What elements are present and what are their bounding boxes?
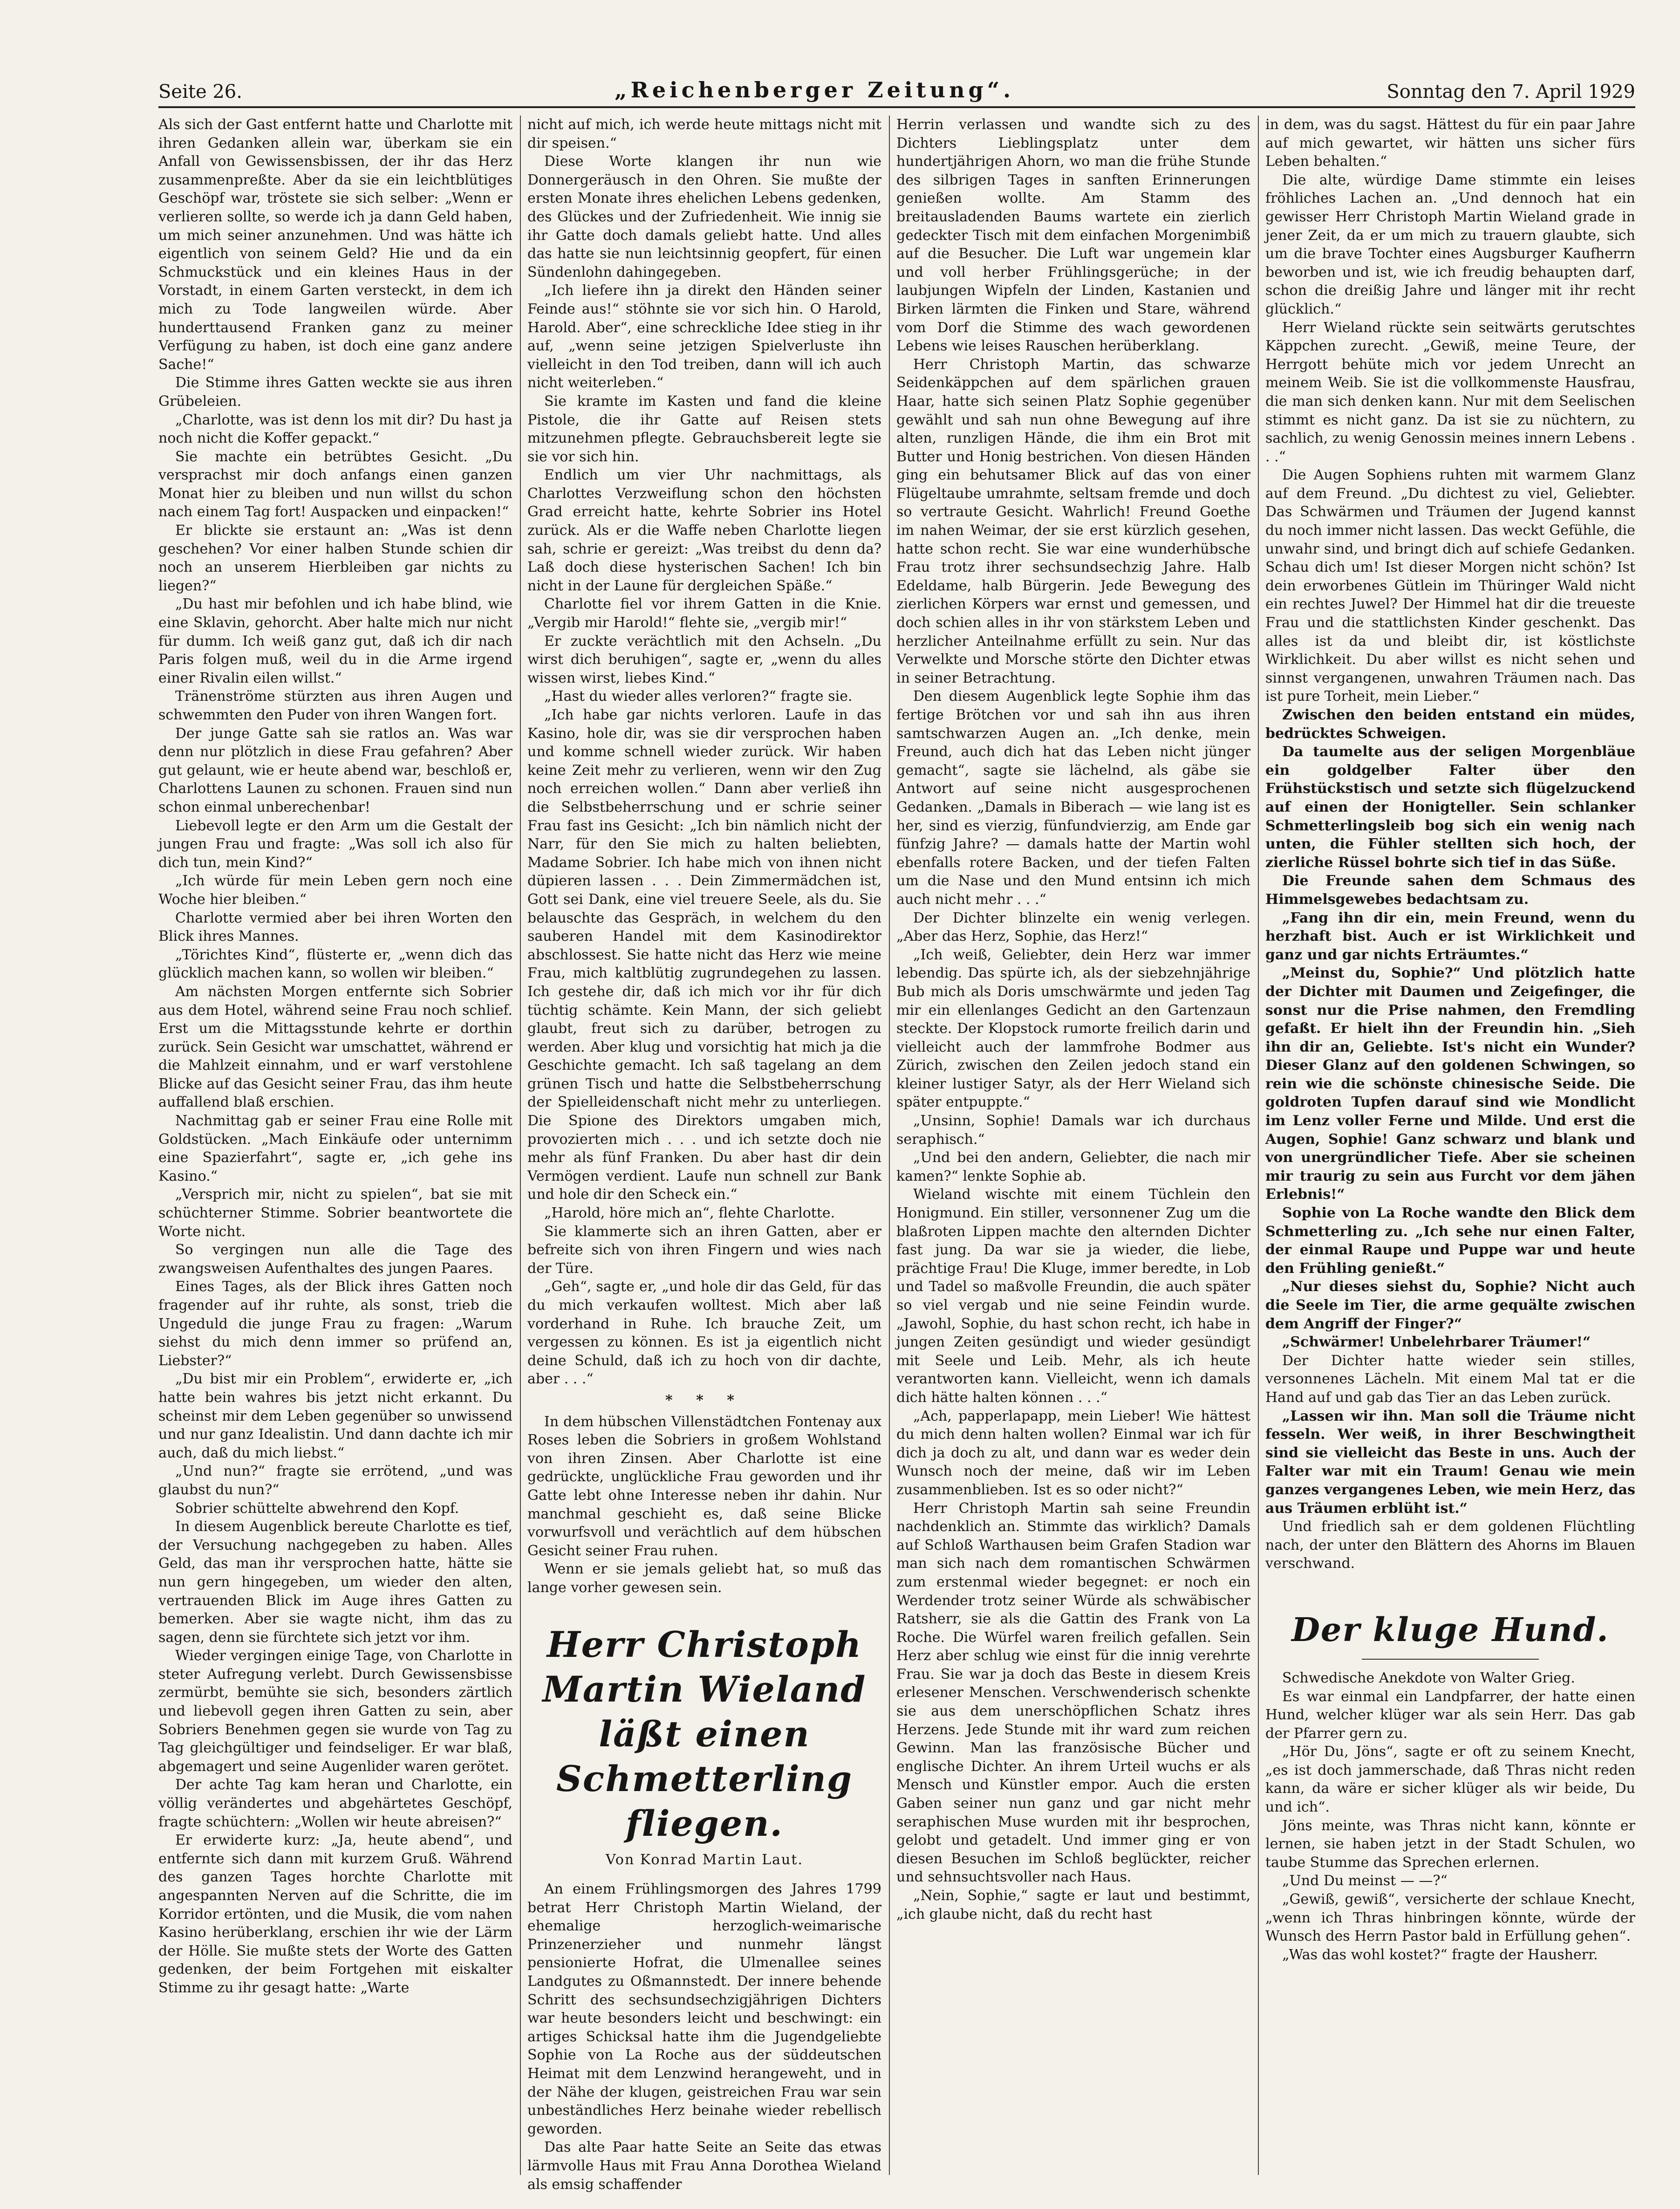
paragraph: Als sich der Gast entfernt hatte und Charlotte mit ihren Gedanken allein war, überkam sie ein Anfall von Gewissensbissen, der ihr das Herz zusammenpreßte. Aber da sie ein leichtblütiges Geschöpf war, tröstete sie sich selber: „Wenn er verlieren sollte, so werde ich ja dann Geld haben, um mich seiner anzunehmen. Und was hätte ich eigentlich von seinem Geld? Hie und da ein Schmuckstück und ein kleines Haus in der Vorstadt, in einem Garten versteckt, in dem ich mich zu Tode langweilen würde. Aber hunderttausend Franken ganz zu meiner Verfügung zu haben, ist doch eine ganz andere Sache!“ (158, 116, 512, 373)
title-rule (1362, 1659, 1539, 1660)
paragraph: Der junge Gatte sah sie ratlos an. Was war denn nur plötzlich in diese Frau gefahren? Aber gut gelaunt, wie er heute abend war, beschloß er, Charlottens Launen zu schonen. Frauen sind nun schon einmal unberechenbar! (158, 725, 512, 815)
paragraph: „Ich weiß, Geliebter, dein Herz war immer lebendig. Das spürte ich, als der siebzehnjährige Bub mich als Doris umschwärmte und jeden Tag mir ein ellenlanges Gedicht an den Gartenzaun steckte. Der Klopstock rumorte freilich darin und vielleicht auch der lammfrohe Bodmer aus Zürich, zwischen den Zeilen jedoch stand ein kleiner lustiger Satyr, als der Herr Wieland sich später entpuppte.“ (896, 946, 1250, 1111)
paragraph: „Ich habe gar nichts verloren. Laufe in das Kasino, hole dir, was sie dir versprochen haben und komme schnell wieder zurück. Wir haben keine Zeit mehr zu verlieren, wenn wir den Zug noch erreichen wollen.“ Dann aber verließ ihn die Selbstbeherrschung und er schrie seiner Frau fast ins Gesicht: „Ich bin nämlich nicht der Narr, für den Sie mich zu halten beliebten, Madame Sobrier. Ich habe mich von ihnen nicht düpieren lassen . . . Dein Zimmermädchen ist, Gott sei Dank, eine viel treuere Seele, als du. Sie belauschte das Gespräch, in welchem du den sauberen Handel mit dem Kasinodirektor abschlossest. Sie hatte nicht das Herz wie meine Frau, mich kaltblütig zugrundegehen zu lassen. Ich gestehe dir, daß ich mich vor ihr für dich tüchtig schämte. Kein Mann, der sich geliebt glaubt, freut sich zu darüber, betrogen zu werden. Aber klug und vorsichtig hat mich ja die Geschichte gemacht. Ich saß tagelang an dem grünen Tisch und hatte die Selbstbeherrschung der Spielleidenschaft nicht mehr zu unterliegen. Die Spione des Direktors umgaben mich, provozierten mich . . . und ich setzte doch nie mehr als fünf Franken. Du aber hast dir dein Vermögen verdient. Laufe nun schnell zur Bank und hole dir den Scheck ein.“ (527, 707, 881, 1203)
paragraph: Am nächsten Morgen entfernte sich Sobrier aus dem Hotel, während seine Frau noch schlief. Erst um die Mittagsstunde kehrte er dorthin zurück. Sein Gesicht war umschattet, während er die Mahlzeit einnahm, und er warf verstohlene Blicke auf das Gesicht seiner Frau, das ihm heute auffallend blaß erschien. (158, 983, 512, 1111)
paragraph: „Schwärmer! Unbelehrbarer Träumer!“ (1282, 1334, 1591, 1351)
column-3 (896, 116, 1250, 2184)
paragraph: „Hör Du, Jöns“, sagte er oft zu seinem Knecht, „es ist doch jammerschade, daß Thras nicht reden kann, da wäre er sicher klüger als wir beide, Du und ich“. (1265, 1744, 1635, 1816)
paragraph: Er blickte sie erstaunt an: „Was ist denn geschehen? Vor einer halben Stunde schien dir noch an unserem Hierbleiben gar nichts zu liegen?“ (158, 522, 512, 594)
paragraph: Sie machte ein betrübtes Gesicht. „Du versprachst mir doch anfangs einen ganzen Monat hier zu bleiben und nun willst du schon nach einem Tag fort! Auspacken und einpacken!“ (158, 448, 512, 520)
paragraph: „Hast du wieder alles verloren?“ fragte sie. (544, 688, 853, 705)
paragraph: Da taumelte aus der seligen Morgenbläue ein goldgelber Falter über den Frühstückstisch und setzte sich flügelzuckend auf einen der Honigteller. Sein schlanker Schmetterlingsleib bog sich ein wenig nach unten, die Fühler stellten sich hoch, der zierliche Rüssel bohrte sich tief in das Süße. (1265, 744, 1635, 871)
paragraph: Herr Christoph Martin, das schwarze Seidenkäppchen auf dem spärlichen grauen Haar, hatte sich seinen Platz Sophie gegenüber gewählt und sah nun ohne Bewegung auf ihre alten, runzligen Hände, die ihm ein Brot mit Butter und Honig bestrichen. Von diesen Händen ging ein behutsamer Blick auf das von einer Flügeltaube umrahmte, seltsam fremde und doch so vertraute Gesicht. Wahrlich! Freund Goethe im nahen Weimar, der sie erst kürzlich gesehen, hatte schon recht. Sie war eine wunderhübsche Frau trotz ihrer sechsundsechzig Jahre. Halb Edeldame, halb Bürgerin. Jede Bewegung des zierlichen Körpers war ernst und gemessen, und doch schien alles in ihr von stärkstem Leben und herzlicher Anteilnahme erfüllt zu sein. Nur das Verwelkte und Morsche störte den Dichter etwas in seiner Betrachtung. (896, 356, 1250, 686)
paragraph: Charlotte fiel vor ihrem Gatten in die Knie. „Vergib mir Harold!“ flehte sie, „vergib mir!“ (527, 596, 881, 631)
paragraph: Herr Wieland rückte sein seitwärts gerutschtes Käppchen zurecht. „Gewiß, meine Teure, der Herrgott behüte mich vor jedem Unrecht an meinem Weib. Sie ist die vollkommenste Hausfrau, die man sich denken kann. Nur mit dem Seelischen stimmt es nicht ganz. Da ist sie zu nüchtern, zu sachlich, zu wenig Genossin meines innern Lebens . . .“ (1265, 319, 1635, 465)
header-rule (158, 106, 1635, 108)
paragraph: Wieland wischte mit einem Tüchlein den Honigmund. Ein stiller, versonnener Zug um die blaßroten Lippen machte den alternden Dichter fast jung. Da war sie ja wieder, die liebe, prächtige Frau! Die Kluge, immer beredte, in Lob und Tadel so maßvolle Freundin, die auch später so viel vergab und nie seine Feindin wurde. „Jawohl, Sophie, du hast schon recht, ich habe in jungen Zeiten gesündigt und wieder gesündigt mit Seele und Leib. Mehr, als ich heute verantworten kann. Vielleicht, wenn ich damals dich hätte halten können . . .“ (896, 1186, 1250, 1406)
paragraph: „Nur dieses siehst du, Sophie? Nicht auch die Seele im Tier, die arme gequälte zwischen dem Angriff der Finger?“ (1265, 1279, 1635, 1332)
newspaper-name: „Reichenberger Zeitung“. (615, 77, 1015, 103)
article-title: Herr Christoph Martin Wieland läßt einen Schmetterling fliegen. (542, 1623, 867, 1844)
paragraph: Endlich um vier Uhr nachmittags, als Charlottes Verzweiflung schon den höchsten Grad erreicht hatte, kehrte Sobrier ins Hotel zurück. Als er die Waffe neben Charlotte liegen sah, schrie er gereizt: „Was treibst du denn da? Laß doch diese hysterischen Sachen! Ich bin nicht in der Laune für dergleichen Späße.“ (527, 467, 881, 594)
article-subtitle: Schwedische Anekdote von Walter Grieg. (1282, 1669, 1575, 1686)
paragraph: „Versprich mir, nicht zu spielen“, bat sie mit schüchterner Stimme. Sobrier beantwortete die Worte nicht. (158, 1186, 512, 1240)
paragraph: Die Augen Sophiens ruhten mit warmem Glanz auf dem Freund. „Du dichtest zu viel, Geliebter. Das Schwärmen und Träumen der Jugend kannst du noch immer nicht lassen. Das weckt Gefühle, die unwahr sind, und bringt dich auf schiefe Gedanken. Schau dich um! Ist dieser Morgen nicht schön? Ist dein erworbenes Gütlein im Thüringer Wald nicht ein rechtes Juwel? Der Himmel hat dir die treueste Frau und die stattlichsten Kinder geschenkt. Das alles ist da und bleibt dir, ist köstlichste Wirklichkeit. Du aber willst es nicht sehen und sinnst vergangenen, unwahren Träumen nach. Das ist pure Torheit, mein Lieber.“ (1265, 467, 1635, 705)
paragraph: „Nein, Sophie,“ sagte er laut und bestimmt, „ich glaube nicht, daß du recht hast (896, 1888, 1250, 1922)
column-divider (889, 116, 890, 2175)
article-title: Der kluge Hund. (1291, 1610, 1609, 1649)
page-header (158, 70, 1635, 103)
paragraph: „Ich würde für mein Leben gern noch eine Woche hier bleiben.“ (158, 873, 512, 908)
paragraph: Den diesem Augenblick legte Sophie ihm das fertige Brötchen vor und sah ihn aus ihren samtschwarzen Augen an. „Ich denke, mein Freund, auch dich hat das Leben nicht jünger gemacht“, sagte sie lächelnd, als gäbe sie Antwort auf seine nicht ausgesprochenen Gedanken. „Damals in Biberach — wie lang ist es her, sind es vierzig, fünfundvierzig, am Ende gar fünfzig Jahre? — damals hatte der Martin wohl ebenfalls rotere Backen, und der tiefen Falten um die Nase und den Mund entsinn ich mich auch nicht mehr . . .“ (896, 688, 1250, 908)
paragraph: Diese Worte klangen ihr nun wie Donnergeräusch in den Ohren. Sie mußte der ersten Monate ihres ehelichen Lebens gedenken, des Glückes und der Zufriedenheit. Wie innig sie ihr Gatte doch damals geliebt hatte. Und alles das hatte sie nun leichtsinnig geopfert, für einen Sündenlohn dahingegeben. (527, 153, 881, 280)
column-divider (520, 116, 521, 2175)
paragraph: Sobrier schüttelte abwehrend den Kopf. (175, 1500, 459, 1517)
paragraph: Zwischen den beiden entstand ein müdes, bedrücktes Schweigen. (1265, 707, 1635, 742)
paragraph: „Und Du meinst — —?“ (1282, 1873, 1448, 1889)
paragraph: „Gewiß, gewiß“, versicherte der schlaue Knecht, „wenn ich Thras hinbringen könnte, würde der Wunsch des Herrn Pastor bald in Erfüllung gehen“. (1265, 1891, 1635, 1945)
paragraph: Jöns meinte, was Thras nicht kann, könnte er lernen, sie haben jetzt in der Stadt Schulen, wo taube Stumme das Sprechen erlernen. (1265, 1817, 1635, 1871)
paragraph: Tränenströme stürzten aus ihren Augen und schwemmten den Puder von ihren Wangen fort. (158, 688, 512, 723)
paragraph: „Fang ihn dir ein, mein Freund, wenn du herzhaft bist. Auch er ist Wirklichkeit und ganz und gar nichts Erträumtes.“ (1265, 910, 1635, 963)
paragraph: Er erwiderte kurz: „Ja, heute abend“, und entfernte sich dann mit kurzem Gruß. Während des ganzen Tages horchte Charlotte mit angespannten Nerven auf die Schritte, die im Korridor ertönten, und die Musik, die vom nahen Kasino herüberklang, erschien ihr wie der Lärm der Hölle. Sie mußte stets der Worte des Gatten gedenken, der beim Fortgehen mit eiskalter Stimme zu ihr gesagt hatte: „Warte (158, 1832, 512, 1996)
paragraph: „Und bei den andern, Geliebter, die nach mir kamen?“ lenkte Sophie ab. (896, 1149, 1250, 1184)
column-1 (158, 116, 512, 2184)
paragraph: „Meinst du, Sophie?“ Und plötzlich hatte der Dichter mit Daumen und Zeigefinger, die sonst nur die Prise nahmen, den Fremdling gefaßt. Er hielt ihn der Freundin hin. „Sieh ihn dir an, Geliebte. Ist's nicht ein Wunder? Dieser Glanz auf den goldenen Schwingen, so rein wie die schönste chinesische Seide. Die goldroten Tupfen darauf sind wie Mondlicht im Lenz voller Ferne und Milde. Und erst die Augen, Sophie! Ganz schwarz und blank und von unergründlicher Tiefe. Aber sie scheinen mir traurig zu sein aus Furcht vor dem jähen Erlebnis!“ (1265, 965, 1635, 1203)
paragraph: in dem, was du sagst. Hättest du für ein paar Jahre auf mich gewartet, wir hätten uns sicher fürs Leben behalten.“ (1265, 116, 1635, 170)
paragraph: An einem Frühlingsmorgen des Jahres 1799 betrat Herr Christoph Martin Wieland, der ehemalige herzoglich-weimarische Prinzenerzieher und nunmehr längst pensionierte Hofrat, die Ulmenallee seines Landgutes zu Oßmannstedt. Der innere behende Schritt des sechsundsechzigjährigen Dichters war heute besonders leicht und beschwingt: ein artiges Schicksal hatte ihm die Jugendgeliebte Sophie von La Roche aus der süddeutschen Heimat mit dem Lenzwind herangeweht, und in der Nähe der klugen, geistreichen Frau war sein unbeständliches Herz beinahe wieder rebellisch geworden. (527, 1881, 881, 2137)
paragraph: Und friedlich sah er dem goldenen Flüchtling nach, der unter den Blättern des Ahorns im Blauen verschwand. (1265, 1518, 1635, 1572)
paragraph: Die alte, würdige Dame stimmte ein leises fröhliches Lachen an. „Und dennoch hat ein gewisser Herr Christoph Martin Wieland grade in jener Zeit, da er um mich zu trauern glaubte, sich um die brave Tochter eines Augsburger Kaufherrn beworben und ist, wie ich freudig behaupten darf, schon die dreißig Jahre und länger mit ihr recht glücklich.“ (1265, 171, 1635, 317)
paragraph: Der Dichter hatte wieder sein stilles, versonnenes Lächeln. Mit einem Mal tat er die Hand auf und gab das Tier an das Leben zurück. (1265, 1352, 1635, 1406)
paragraph: Liebevoll legte er den Arm um die Gestalt der jungen Frau und fragte: „Was soll ich also für dich tun, mein Kind?“ (158, 817, 512, 871)
paragraph: Sophie von La Roche wandte den Blick dem Schmetterling zu. „Ich sehe nur einen Falter, der einmal Raupe und Puppe war und heute den Frühling genießt.“ (1265, 1205, 1635, 1277)
paragraph: Das alte Paar hatte Seite an Seite das etwas lärmvolle Haus mit Frau Anna Dorothea Wieland als emsig schaffender (527, 2139, 881, 2193)
paragraph: Sie kramte im Kasten und fand die kleine Pistole, die ihr Gatte auf Reisen stets mitzunehmen pflegte. Gebrauchsbereit legte sie sie vor sich hin. (527, 393, 881, 465)
paragraph: In dem hübschen Villenstädtchen Fontenay aux Roses leben die Sobriers in großem Wohlstand von ihren Zinsen. Aber Charlotte ist eine gedrückte, unglückliche Frau geworden und ihr Gatte lebt ohne Interesse neben ihr dahin. Nur manchmal geschieht es, daß seine Blicke vorwurfsvoll und verächtlich auf dem hübschen Gesicht seiner Frau ruhen. (527, 1413, 881, 1559)
paragraph: „Was das wohl kostet?“ fragte der Hausherr. (1282, 1946, 1598, 1963)
paragraph: Nachmittag gab er seiner Frau eine Rolle mit Goldstücken. „Mach Einkäufe oder unternimm eine Spazierfahrt“, sagte er, „ich gehe ins Kasino.“ (158, 1113, 512, 1184)
paragraph: nicht auf mich, ich werde heute mittags nicht mit dir speisen.“ (527, 116, 881, 151)
paragraph: „Charlotte, was ist denn los mit dir? Du hast ja noch nicht die Koffer gepackt.“ (158, 411, 512, 447)
paragraph: Der achte Tag kam heran und Charlotte, ein völlig verändertes und abgehärtetes Geschöpf, fragte schüchtern: „Wollen wir heute abreisen?“ (158, 1777, 512, 1830)
paragraph: Der Dichter blinzelte ein wenig verlegen. „Aber das Herz, Sophie, das Herz!“ (896, 910, 1250, 945)
paragraph: Wenn er sie jemals geliebt hat, so muß das lange vorher gewesen sein. (527, 1561, 881, 1596)
paragraph: „Harold, höre mich an“, flehte Charlotte. (544, 1205, 835, 1222)
paragraph: Die Freunde sahen dem Schmaus des Himmelsgewebes bedachtsam zu. (1265, 873, 1635, 908)
column-2 (527, 116, 881, 2193)
paragraph: „Lassen wir ihn. Man soll die Träume nicht fesseln. Wer weiß, in ihrer Beschwingtheit sind sie vielleicht das Beste in uns. Auch der Falter war mit ein Traum! Genau wie mein ganzes vergangenes Leben, wie mein Herz, das aus Träumen erblüht ist.“ (1265, 1408, 1635, 1517)
column-4 (1265, 116, 1635, 2184)
paragraph: „Ich liefere ihn ja direkt den Händen seiner Feinde aus!“ stöhnte sie vor sich hin. O Harold, Harold. Aber“, eine schreckliche Idee stieg in ihr auf, „wenn seine jetzigen Spielverluste ihn vielleicht in den Tod treiben, dann will ich auch nicht weiterleben.“ (527, 282, 881, 391)
article-byline: Von Konrad Martin Laut. (606, 1851, 803, 1868)
paragraph: Er zuckte verächtlich mit den Achseln. „Du wirst dich beruhigen“, sagte er, „wenn du alles wissen wirst, liebes Kind.“ (527, 633, 881, 686)
paragraph: Herrin verlassen und wandte sich zu des Dichters Lieblingsplatz unter dem hundertjährigen Ahorn, wo man die frühe Stunde des silbrigen Tages in sanften Erinnerungen genießen wollte. Am Stamm des breitausladenden Baums wartete ein zierlich gedeckter Tisch mit dem einfachen Morgenimbiß auf die Besucher. Die Luft war ungemein klar und voll herber Frühlingsgerüche; in der laubjungen Wipfeln der Linden, Kastanien und Birken lärmten die Finken und Stare, während vom Dorf die Stimme des wach gewordenen Lebens wie leises Rauschen herüberklang. (896, 116, 1250, 355)
paragraph: „Du hast mir befohlen und ich habe blind, wie eine Sklavin, gehorcht. Aber halte mich nur nicht für dumm. Ich weiß ganz gut, daß ich dir nach Paris folgen muß, weil du in die Arme irgend einer Rivalin eilen willst.“ (158, 596, 512, 686)
page-number: Seite 26. (158, 81, 242, 103)
paragraph: So vergingen nun alle die Tage des zwangsweisen Aufenthaltes des jungen Paares. (158, 1242, 512, 1277)
paragraph: „Unsinn, Sophie! Damals war ich durchaus seraphisch.“ (896, 1113, 1250, 1148)
paragraph: „Geh“, sagte er, „und hole dir das Geld, für das du mich verkaufen wolltest. Mich aber laß vorderhand in Ruhe. Ich brauche Zeit, um vergessen zu können. Es ist ja eigentlich nicht deine Schuld, daß ich zu hoch von dir dachte, aber . . .“ (527, 1279, 881, 1388)
column-divider (1258, 116, 1259, 2175)
paragraph: „Ach, papperlapapp, mein Lieber! Wie hättest du mich denn halten wollen? Einmal war ich für dich ja doch zu alt, und dann war es weder dein Wunsch noch der meine, daß wir im Leben zusammenblieben. Ist es so oder nicht?“ (896, 1408, 1250, 1498)
paragraph: Es war einmal ein Landpfarrer, der hatte einen Hund, welcher klüger war als sein Herr. Das gab der Pfarrer gern zu. (1265, 1688, 1635, 1742)
paragraph: In diesem Augenblick bereute Charlotte es tief, der Versuchung nachgegeben zu haben. Alles Geld, das man ihr versprochen hatte, hätte sie nun gern hingegeben, um wieder den alten, vertrauenden Blick im Auge ihres Gatten zu bemerken. Aber sie wagte nicht, ihm das zu sagen, denn sie fürchtete sich jetzt vor ihm. (158, 1518, 512, 1646)
section-separator: * * * (665, 1392, 744, 1409)
paragraph: Charlotte vermied aber bei ihren Worten den Blick ihres Mannes. (158, 910, 512, 945)
paragraph: Die Stimme ihres Gatten weckte sie aus ihren Grübeleien. (158, 375, 512, 410)
paragraph: Wieder vergingen einige Tage, von Charlotte in steter Aufregung verlebt. Durch Gewissensbisse zermürbt, bemühte sie sich, besonders zärtlich und liebevoll gegen ihren Gatten zu sein, aber Sobriers Benehmen gegen sie wurde von Tag zu Tag gleichgültiger und feindseliger. Er war blaß, abgemagert und seine Augenlider waren gerötet. (158, 1648, 512, 1775)
paragraph: Herr Christoph Martin sah seine Freundin nachdenklich an. Stimmte das wirklich? Damals auf Schloß Warthausen beim Grafen Stadion war man sich nach dem romantischen Schwärmen zum erstenmal wieder begegnet: er noch ein Werdender trotz seiner Würde als schwäbischer Ratsherr, sie als die Gattin des Frank von La Roche. Die Würfel waren freilich gefallen. Sein Herz aber schlug wie einst für die innig verehrte Frau. Sie war ja doch das Beste in diesem Kreis erlesener Menschen. Verschwenderisch schenkte sie aus dem unerschöpflichen Schatz ihres Herzens. Jede Stunde mit ihr ward zum reichen Gewinn. Man las französische Bücher und englische Dichter. An ihrem Urteil wuchs er als Mensch und Künstler empor. Auch die ersten Gaben seiner nun ganz und gar nicht mehr seraphischen Muse wurden mit ihr besprochen, gelobt und getadelt. Und immer ging er von diesen Besuchen im Schloß beglückter, reicher und sehnsuchtsvoller nach Haus. (896, 1500, 1250, 1886)
paragraph: Sie klammerte sich an ihren Gatten, aber er befreite sich von ihren Fingern und wies nach der Türe. (527, 1223, 881, 1277)
paragraph: „Du bist mir ein Problem“, erwiderte er, „ich hatte bein wahres bis jetzt nicht erkannt. Du scheinst mir dem Leben gegenüber so unwissend und nur ganz Idealistin. Und dann dachte ich mir auch, daß du mich liebst.“ (158, 1371, 512, 1461)
paragraph: „Und nun?“ fragte sie errötend, „und was glaubst du nun?“ (158, 1463, 512, 1498)
paragraph: „Törichtes Kind“, flüsterte er, „wenn dich das glücklich machen kann, so wollen wir bleiben.“ (158, 946, 512, 982)
paragraph: Eines Tages, als der Blick ihres Gatten noch fragender auf ihr ruhte, als sonst, trieb die Ungeduld die junge Frau zu fragen: „Warum siehst du mich denn immer so prüfend an, Liebster?“ (158, 1279, 512, 1369)
issue-date: Sonntag den 7. April 1929 (1386, 81, 1635, 103)
